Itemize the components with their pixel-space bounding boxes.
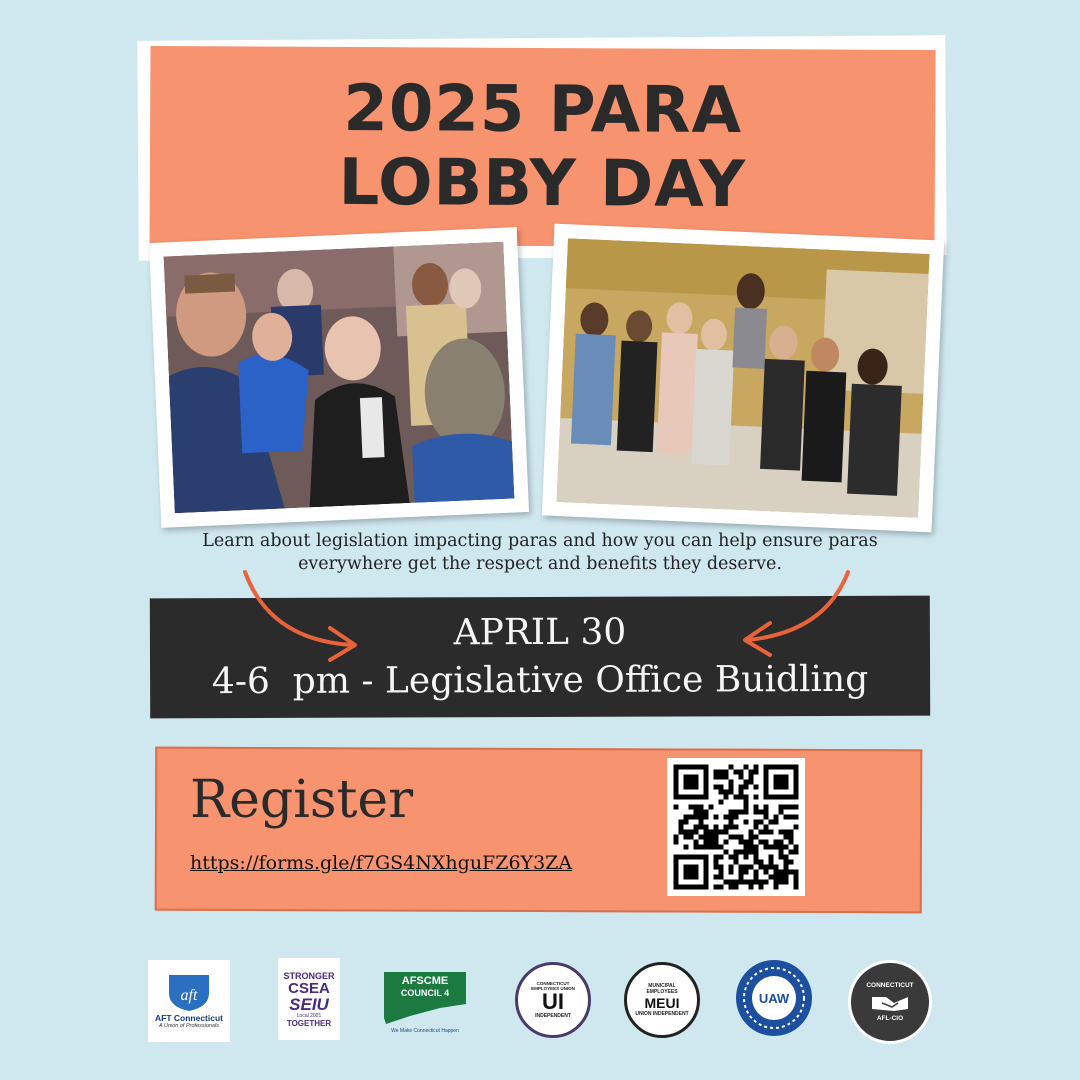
meui-ring-top: MUNICIPAL EMPLOYEES xyxy=(646,983,678,995)
svg-text:AFSCME: AFSCME xyxy=(401,975,449,987)
csea-seiu-logo xyxy=(278,958,340,1040)
seiu-top-text: STRONGER xyxy=(283,970,335,981)
svg-text:UAW: UAW xyxy=(758,991,790,1006)
register-heading: Register xyxy=(190,770,414,830)
svg-text:aft: aft xyxy=(180,987,198,1004)
aflcio-ring-top: CONNECTICUT xyxy=(866,982,914,989)
event-date: APRIL 30 xyxy=(453,611,627,654)
event-description: Learn about legislation impacting paras and how you can help ensure paras everywhere get the respect and benefits they deserve. xyxy=(202,531,878,574)
ui-mark: UI xyxy=(542,989,564,1014)
ui-ring-top: CONNECTICUT EMPLOYEES UNION xyxy=(531,981,575,991)
meui-ring-bottom: UNION INDEPENDENT xyxy=(635,1011,689,1017)
ui-logo xyxy=(515,962,591,1038)
aft-name: AFT Connecticut xyxy=(155,1013,223,1023)
uaw-logo xyxy=(734,958,814,1038)
aft-tagline: A Union of Professionals xyxy=(158,1023,220,1029)
seiu-text: SEIU xyxy=(289,994,329,1014)
connecticut-map-icon xyxy=(380,968,470,1028)
qr-code-icon[interactable] xyxy=(667,758,805,896)
seiu-local-text: Local 2001 xyxy=(296,1012,322,1019)
svg-text:COUNCIL 4: COUNCIL 4 xyxy=(400,988,450,998)
meui-logo xyxy=(624,962,700,1038)
title-line-2: LOBBY DAY xyxy=(338,145,747,223)
curved-arrow-left-icon xyxy=(745,572,848,655)
seiu-csea-text: CSEA xyxy=(288,979,330,997)
meui-mark: MEUI xyxy=(644,995,680,1011)
uaw-gear-icon xyxy=(734,958,814,1038)
curved-arrow-right-icon xyxy=(245,572,355,660)
aft-connecticut-logo xyxy=(148,960,230,1042)
afscme-tagline: We Make Connecticut Happen xyxy=(391,1028,459,1034)
seiu-bottom-text: TOGETHER xyxy=(286,1018,332,1028)
ui-ring-bottom: INDEPENDENT xyxy=(535,1013,571,1019)
title-line-1: 2025 PARA xyxy=(343,71,743,149)
handshake-icon xyxy=(868,989,912,1015)
register-link[interactable]: https://forms.gle/f7GS4NXhguFZ6Y3ZA xyxy=(190,852,573,874)
event-time-location: 4-6 pm - Legislative Office Buidling xyxy=(211,658,869,703)
ct-aflcio-logo xyxy=(848,960,932,1044)
aft-shield-icon xyxy=(165,973,213,1013)
afscme-council4-logo xyxy=(380,962,470,1040)
aflcio-ring-bottom: AFL-CIO xyxy=(876,1015,904,1022)
